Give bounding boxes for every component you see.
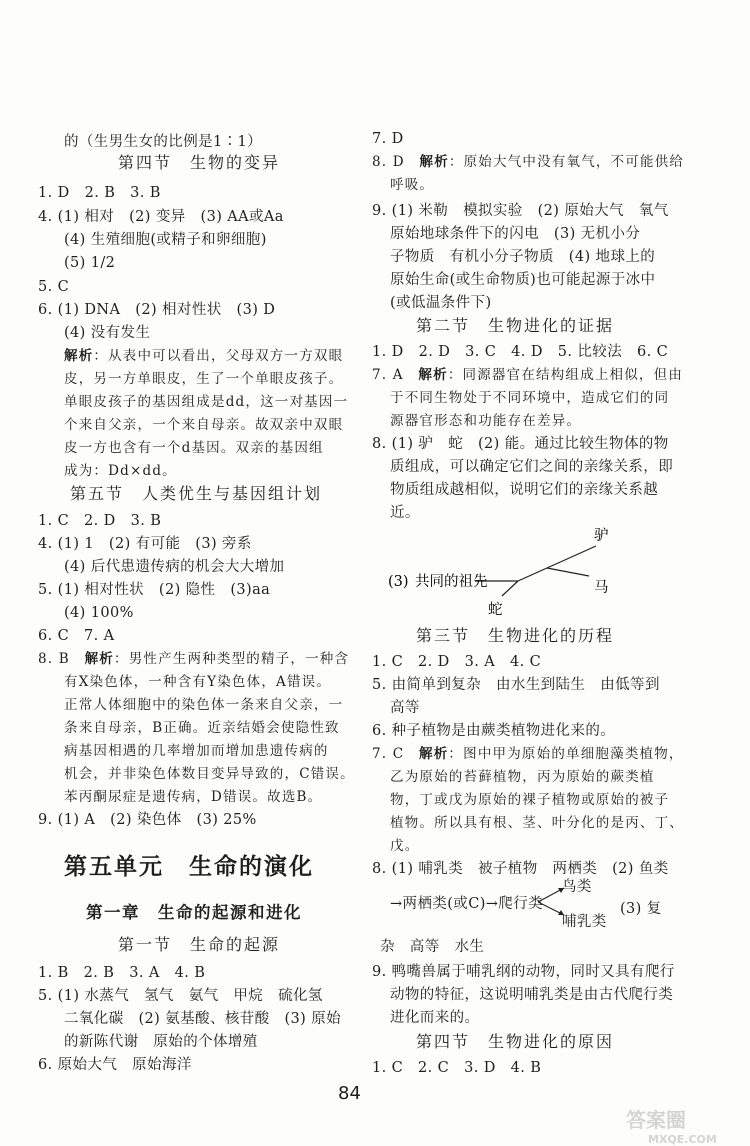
watermark-logo xyxy=(598,1106,748,1146)
analysis-line: 7. A 解析：同源器官在结构组成上相似，但由 xyxy=(372,367,684,383)
answer-line: (4) 后代患遗传病的机会大大增加 xyxy=(64,559,285,575)
answer-line: 1. B 2. B 3. A 4. B xyxy=(38,965,206,981)
answer-line: 6. (1) DNA (2) 相对性状 (3) D xyxy=(38,302,276,318)
answer-line: 6. C 7. A xyxy=(38,628,115,644)
answer-line: 1. C 2. D 3. A 4. C xyxy=(372,654,542,670)
analysis-label: 解析 xyxy=(418,367,448,383)
section-heading: 第五节 人类优生与基因组计划 xyxy=(70,484,323,503)
answer-line: 1. D 2. B 3. B xyxy=(38,185,161,201)
analysis-line: 解析：从表中可以看出，父母双方一方双眼 xyxy=(64,348,344,364)
analysis-line: 8. B 解析：男性产生两种类型的精子，一种含 xyxy=(38,651,350,667)
watermark-text: 答案圈 xyxy=(626,1108,686,1132)
section-heading: 第一节 生命的起源 xyxy=(118,935,281,954)
text-line: 的（生男生女的比例是1∶1） xyxy=(64,134,263,150)
analysis-label: 解析 xyxy=(84,651,114,667)
answer-line: 4. (1) 相对 (2) 变异 (3) AA或Aa xyxy=(38,209,284,225)
answer-line: (或低温条件下) xyxy=(390,295,492,311)
tree-label-donkey: 驴 xyxy=(594,528,609,544)
tree-branch-snake xyxy=(502,581,518,596)
answer-line: 5. (1) 水蒸气 氢气 氨气 甲烷 硫化氢 xyxy=(38,988,323,1004)
answer-line: 物质组成越相似，说明它们的亲缘关系越 xyxy=(390,482,659,498)
section-heading: 第四节 生物进化的原因 xyxy=(416,1032,615,1051)
tree-label-ancestor: 共同的祖先 xyxy=(415,574,488,590)
analysis-line: 机会，并非染色体数目变异导致的，C错误。 xyxy=(64,766,355,782)
answer-line: (3) 复 xyxy=(620,901,662,917)
section-heading: 第四节 生物的变异 xyxy=(118,153,281,172)
tree-branch-horse xyxy=(547,568,589,576)
answer-line: 7. D xyxy=(372,131,404,147)
analysis-line: 皮一方也含有一个d基因。双亲的基因组 xyxy=(64,440,324,456)
answer-line: 二氧化碳 (2) 氨基酸、核苷酸 (3) 原始 xyxy=(64,1011,341,1027)
analysis-line: 于不同生物处于不同环境中，造成它们的同 xyxy=(390,390,670,406)
analysis-line: 苯丙酮尿症是遗传病，D错误。故选B。 xyxy=(64,789,323,805)
answer-line: 5. (1) 相对性状 (2) 隐性 (3)aa xyxy=(38,582,271,598)
answer-line: 6. 种子植物是由蕨类植物进化来的。 xyxy=(372,723,616,739)
analysis-label: 解析 xyxy=(64,348,94,364)
answer-line: 高等 xyxy=(390,700,420,716)
analysis-line: 8. D 解析：原始大气中没有氧气，不可能供给 xyxy=(372,154,685,170)
analysis-line: 皮，另一方单眼皮，生了一个单眼皮孩子。 xyxy=(64,371,344,387)
analysis-line: 7. C 解析：图中甲为原始的单细胞藻类植物， xyxy=(372,746,684,762)
answer-line: 4. (1) 1 (2) 有可能 (3) 旁系 xyxy=(38,536,252,552)
analysis-label: 解析 xyxy=(419,746,449,762)
answer-line: 5. 由简单到复杂 由水生到陆生 由低等到 xyxy=(372,677,660,693)
tree-label-snake: 蛇 xyxy=(488,602,503,618)
evolution-tree-diagram xyxy=(384,526,634,626)
analysis-line: 成为：Dd×dd。 xyxy=(64,463,177,479)
analysis-line: 单眼皮孩子的基因组成是dd，这一对基因一 xyxy=(64,394,349,410)
answer-line: 动物的特征，这说明哺乳类是由古代爬行类 xyxy=(390,987,674,1003)
tree-label-horse: 马 xyxy=(594,580,609,596)
analysis-line: 个来自父亲，一个来自母亲。故双亲中双眼 xyxy=(64,417,344,433)
label-bird: 鸟类 xyxy=(562,879,592,895)
page-number: 84 xyxy=(338,1083,361,1104)
analysis-line: 乙为原始的苔藓植物，丙为原始的蕨类植 xyxy=(390,769,655,785)
analysis-line: 物，丁或戊为原始的裸子植物或原始的被子 xyxy=(390,792,670,808)
answer-line: 质组成，可以确定它们之间的亲缘关系，即 xyxy=(390,459,674,475)
analysis-line: 源器官形态和功能存在差异。 xyxy=(390,413,582,429)
answer-line: 近。 xyxy=(390,505,420,521)
answer-line: 6. 原始大气 原始海洋 xyxy=(38,1057,192,1073)
evolution-sequence: →两栖类(或C)→爬行类 xyxy=(390,896,544,912)
answer-line: (4) 100% xyxy=(64,605,134,621)
analysis-line: 正常人体细胞中的染色体一条来自父亲，一 xyxy=(64,697,344,713)
answer-line: 9. 鸭嘴兽属于哺乳纲的动物，同时又具有爬行 xyxy=(372,964,675,980)
section-heading: 第三节 生物进化的历程 xyxy=(416,626,615,645)
tree-branch-donkey xyxy=(518,546,596,581)
analysis-line: 植物。所以具有根、茎、叶分化的是丙、丁、 xyxy=(390,815,684,831)
answer-line: (4) 生殖细胞(或精子和卵细胞) xyxy=(64,232,267,248)
answer-line: 原始生命(或生命物质)也可能起源于冰中 xyxy=(390,272,656,288)
answer-line: 进化而来的。 xyxy=(390,1010,480,1026)
answer-line: (4) 没有发生 xyxy=(64,325,151,341)
analysis-line: 病基因相遇的几率增加而增加患遗传病的 xyxy=(64,743,329,759)
chapter-title: 第一章 生命的起源和进化 xyxy=(86,903,302,922)
analysis-line: 有X染色体，一种含有Y染色体，A错误。 xyxy=(64,674,332,690)
answer-line: 1. C 2. D 3. B xyxy=(38,513,162,529)
analysis-line: 条来自母亲，B正确。近亲结婚会使隐性致 xyxy=(64,720,340,736)
analysis-line: 戊。 xyxy=(390,838,420,854)
answer-line: (5) 1/2 xyxy=(64,255,116,271)
analysis-label: 解析 xyxy=(419,154,449,170)
answer-line: 子物质 有机小分子物质 (4) 地球上的 xyxy=(390,249,656,265)
tree-question-number: (3) xyxy=(388,574,409,590)
analysis-line: 呼吸。 xyxy=(390,177,435,193)
answer-line: 8. (1) 哺乳类 被子植物 两栖类 (2) 鱼类 xyxy=(372,861,669,877)
label-mammal: 哺乳类 xyxy=(562,914,607,930)
answer-line: 5. C xyxy=(38,279,70,295)
watermark-url: MXQE.COM xyxy=(648,1133,717,1146)
answer-line: 1. C 2. C 3. D 4. B xyxy=(372,1060,542,1076)
unit-title: 第五单元 生命的演化 xyxy=(64,854,314,880)
answer-line: 8. (1) 驴 蛇 (2) 能。通过比较生物体的物 xyxy=(372,436,669,452)
answer-line: 的新陈代谢 原始的个体增殖 xyxy=(64,1034,258,1050)
answer-line: 1. D 2. D 3. C 4. D 5. 比较法 6. C xyxy=(372,344,669,360)
answer-line: 9. (1) 米勒 模拟实验 (2) 原始大气 氧气 xyxy=(372,203,669,219)
section-heading: 第二节 生物进化的证据 xyxy=(416,316,615,335)
answer-line: 原始地球条件下的闪电 (3) 无机小分 xyxy=(390,226,641,242)
answer-line: 杂 高等 水生 xyxy=(380,939,485,955)
answer-line: 9. (1) A (2) 染色体 (3) 25% xyxy=(38,812,257,828)
